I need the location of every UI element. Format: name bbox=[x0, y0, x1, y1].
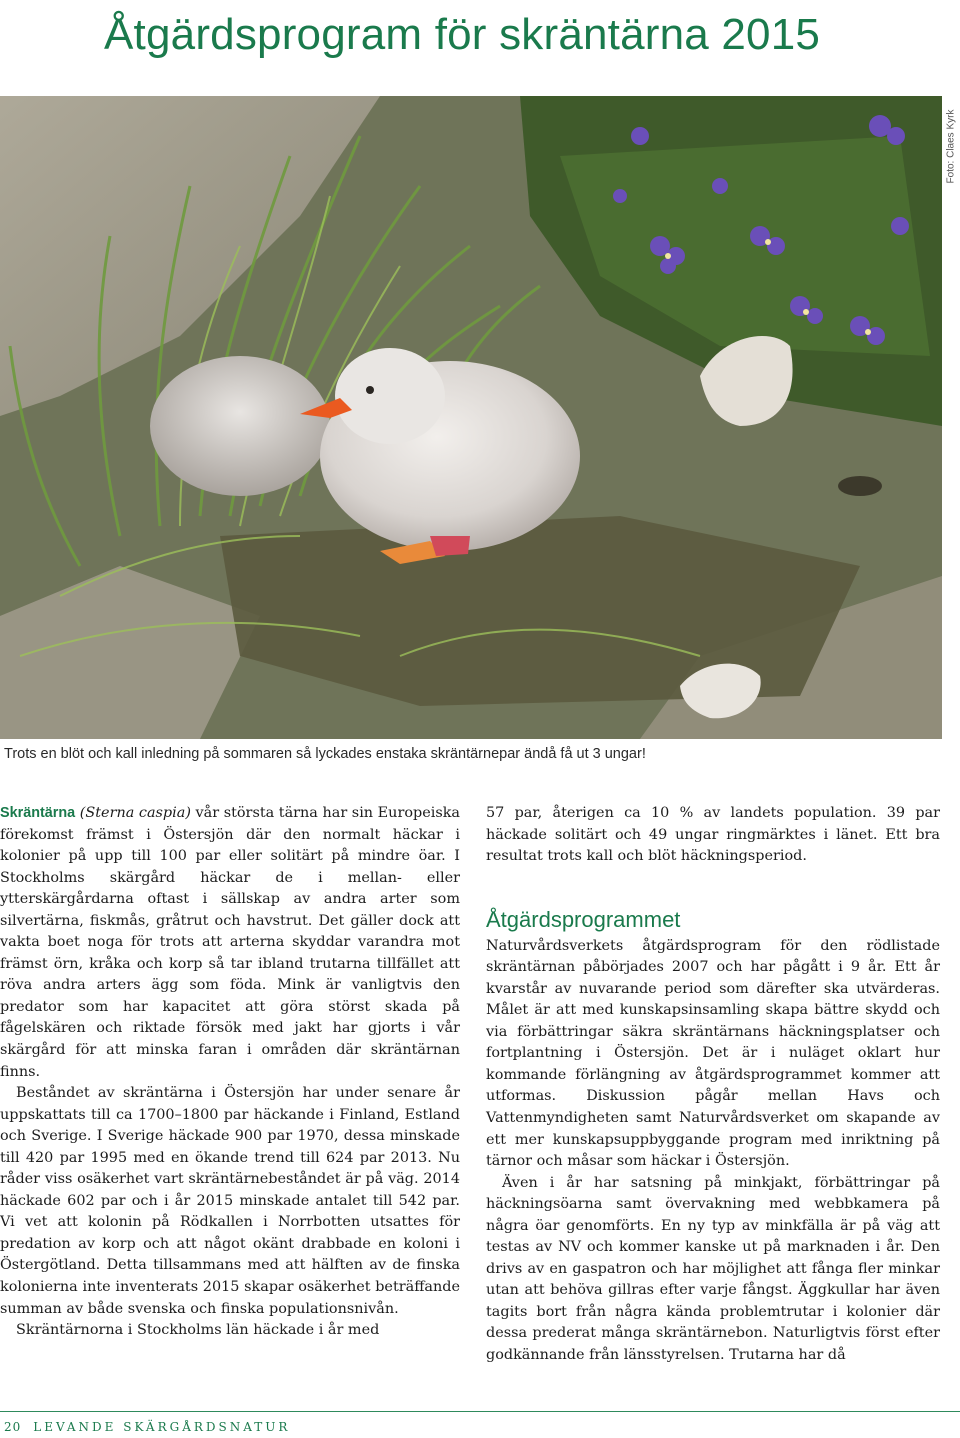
paragraph: Skräntärnorna i Stockholms län häckade i år med bbox=[16, 1322, 380, 1339]
photo-caption: Trots en blöt och kall inledning på sommaren så lyckades enstaka skräntärnepar ändå få ut 3 ungar! bbox=[4, 746, 646, 762]
article-column-left bbox=[0, 803, 460, 1342]
paragraph: 57 par, återigen ca 10 % av landets population. 39 par häckade solitärt och 49 ungar ringmärktes i länet. Ett bra resultat trots kall och blöt häckningsperiod. bbox=[486, 805, 940, 865]
publication-name: LEVANDE SKÄRGÅRDSNATUR bbox=[33, 1420, 291, 1434]
paragraph: Beståndet av skräntärna i Östersjön har under senare år uppskattats till ca 1700–1800 par häckande i Finland, Estland och Sverige. I Sverige häckade 900 par 1970, dessa minskade till 420 par 1995 med en ökande trend till 624 par 2013. Nu råder viss osäkerhet vart skräntärnebeståndet är på väg. 2014 häckade 602 par och i år 2015 minskade antalet till 542 par. Vi vet att kolonin på Rödkallen i Norrbotten utsattes för predation av korp och att något okänt drabbade en koloni i Östergötland. Detta tillsammans med att hälften av de finska kolonierna inte inventerats 2015 skapar osäkerhet beträffande summan av både svenska och finska populationsnivån. bbox=[0, 1085, 460, 1317]
photo-tern-chicks bbox=[0, 96, 942, 739]
paragraph bbox=[0, 803, 460, 1083]
paragraph-text: vår största tärna har sin Europeiska förekomst främst i Östersjön där den normalt häckar i kolonier på upp till 100 par eller solitärt på mindre öar. I Stockholms skärgård häckar de i mellan- eller ytterskärgårdarna oftast i sällskap av andra arter som silvertärna, fiskmås, gråtrut och havstrut. Det gäller dock att vakta boet noga för trots att arterna skyddar varandra mot främst örn, kråka och korp så tar ibland trutarna tillfället att röva andra arters ägg som föda. Mink är vanligtvis den predator som har kapacitet att göra störst skada på fågelskären och riktade försök med jakt har gjorts i vår skärgård för att minska faran i områden där skräntärnan finns. bbox=[0, 805, 460, 1080]
page-number: 20 bbox=[4, 1420, 22, 1434]
section-heading: Åtgärdsprogrammet bbox=[486, 906, 681, 932]
footer-divider bbox=[0, 1411, 960, 1412]
photo-credit: Foto: Claes Kyrk bbox=[945, 109, 957, 183]
latin-name: (Sterna caspia) bbox=[79, 805, 191, 821]
paragraph: Naturvårdsverkets åtgärdsprogram för den rödlistade skräntärnan påbörjades 2007 och har pågått i 9 år. Ett år kvarstår av nuvarande period som därefter ska utvärderas. Målet är att med kunskapsinsamling skapa bättre skydd och via förbättringar säkra skräntärnans häckningsplatser och fortplantning i Östersjön. Det är i nuläget oklart hur kommande förlängning av åtgärdsprogrammet kommer att utformas. Diskussion pågår mellan Havs och Vattenmyndigheten samt Naturvårdsverket om skapande av ett mer kunskapsuppbyggande program med inriktning på tärnor och måsar som häckar i Östersjön. bbox=[486, 937, 940, 1170]
page-title: Åtgärdsprogram för skräntärna 2015 bbox=[104, 10, 821, 59]
article-column-right bbox=[486, 803, 940, 1367]
paragraph: Även i år har satsning på minkjakt, förbättringar på häckningsöarna samt övervakning med webbkamera på några öar genomförts. En ny typ av minkfälla är på väg att testas av NV och kommer kanske ut på marknaden i år. Den drivs av en gaspatron och har möjlighet att fånga fler minkar utan att behöva gillras efter varje fångst. Äggkullar har även tagits bort från några kända problemtrutar i kolonier där dessa prederat många skräntärnebon. Naturligtvis först efter godkännande från länsstyrelsen. Trutarna har då bbox=[486, 1174, 940, 1364]
page-footer bbox=[4, 1420, 290, 1436]
lead-term: Skräntärna bbox=[0, 805, 76, 821]
